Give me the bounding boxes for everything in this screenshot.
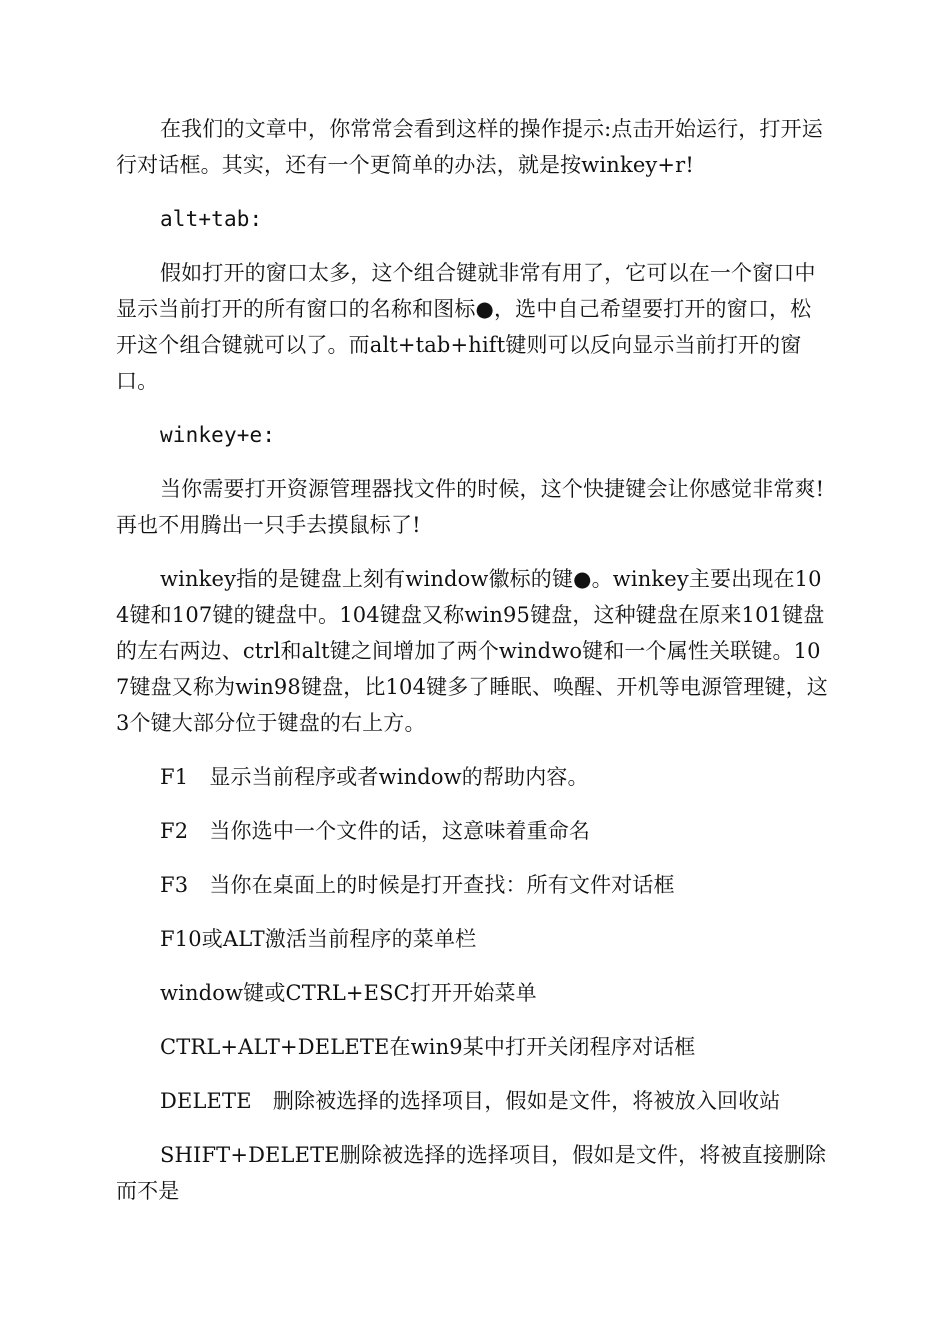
paragraph-winkey-e-heading: winkey+e:	[160, 423, 276, 447]
paragraph-run-dialog-tip: 在我们的文章中，你常常会看到这样的操作提示:点击开始运行，打开运行对话框。其实，还有一个更简单的办法，就是按winkey+r!	[116, 117, 823, 177]
paragraph-f1-shortcut: F1 显示当前程序或者window的帮助内容。	[160, 765, 589, 789]
paragraph-winkey-e-description: 当你需要打开资源管理器找文件的时候，这个快捷键会让你感觉非常爽!再也不用腾出一只手去摸鼠标了!	[116, 477, 825, 537]
paragraph-alt-tab-description: 假如打开的窗口太多，这个组合键就非常有用了，它可以在一个窗口中显示当前打开的所有窗口的名称和图标●，选中自己希望要打开的窗口，松开这个组合键就可以了。而alt+tab+hift键则可以反向显示当前打开的窗口。	[116, 261, 816, 393]
paragraph-f2-shortcut: F2 当你选中一个文件的话，这意味着重命名	[160, 819, 591, 843]
paragraph-alt-tab-heading: alt+tab:	[160, 207, 263, 231]
paragraph-f3-shortcut: F3 当你在桌面上的时候是打开查找：所有文件对话框	[160, 873, 675, 897]
paragraph-shift-delete-shortcut: SHIFT+DELETE删除被选择的选择项目，假如是文件，将被直接删除而不是	[116, 1143, 827, 1203]
paragraph-winkey-explanation: winkey指的是键盘上刻有window徽标的键●。winkey主要出现在104键和107键的键盘中。104键盘又称win95键盘，这种键盘在原来101键盘的左右两边、ctrl和alt键之间增加了两个windwo键和一个属性关联键。107键盘又称为win98键盘，比104键多了睡眠、唤醒、开机等电源管理键，这3个键大部分位于键盘的右上方。	[116, 567, 828, 735]
paragraph-window-ctrl-esc-shortcut: window键或CTRL+ESC打开开始菜单	[160, 981, 537, 1005]
paragraph-f10-alt-shortcut: F10或ALT激活当前程序的菜单栏	[160, 927, 477, 951]
paragraph-delete-shortcut: DELETE 删除被选择的选择项目，假如是文件，将被放入回收站	[160, 1089, 781, 1113]
paragraph-ctrl-alt-delete-shortcut: CTRL+ALT+DELETE在win9某中打开关闭程序对话框	[160, 1035, 696, 1059]
document-body	[116, 111, 832, 1227]
